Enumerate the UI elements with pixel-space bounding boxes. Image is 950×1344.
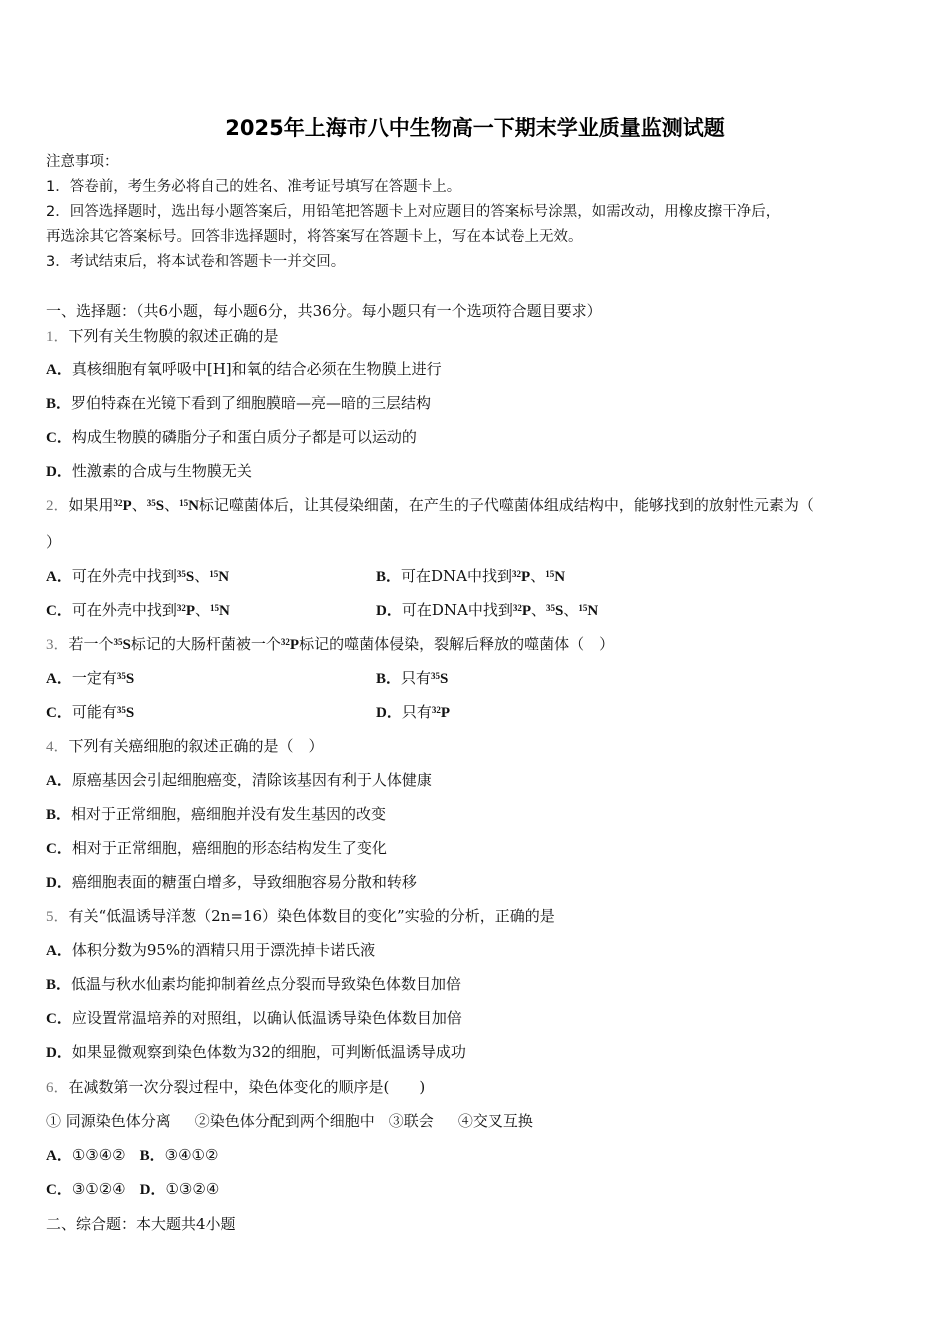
question-number: 5．	[46, 909, 69, 925]
element-symbol: S	[125, 705, 135, 721]
question-text: 下列有关生物膜的叙述正确的是	[68, 327, 279, 345]
option-text: 可在外壳中找到	[71, 567, 177, 585]
option-text: ③④①②	[164, 1146, 219, 1164]
element-symbol: N	[587, 603, 599, 619]
option-text: 可在外壳中找到	[71, 601, 177, 619]
isotope-mass: 35	[116, 705, 126, 715]
option-text: ①③④②	[71, 1146, 126, 1164]
option-b[interactable]	[376, 668, 448, 689]
option-letter: C．	[46, 603, 72, 619]
option-b[interactable]	[376, 566, 565, 587]
option-text: 低温与秋水仙素均能抑制着丝点分裂而导致染色体数目加倍	[71, 975, 462, 993]
separator: 、	[194, 567, 210, 585]
notice-heading: 注意事项：	[46, 154, 119, 170]
option-text: 癌细胞表面的糖蛋白增多，导致细胞容易分散和转移	[71, 873, 417, 891]
option-c[interactable]	[46, 601, 230, 619]
isotope-mass: 32	[280, 637, 290, 647]
statement-item: ① 同源染色体分离	[46, 1112, 171, 1130]
element-symbol: P	[122, 498, 132, 514]
option-letter: B．	[139, 1148, 165, 1164]
element-symbol: N	[554, 569, 566, 585]
question-stem	[46, 736, 324, 757]
isotope-mass: 32	[512, 569, 522, 579]
option-letter: D．	[376, 705, 402, 721]
option-text: 罗伯特森在光镜下看到了细胞膜暗—亮—暗的三层结构	[71, 394, 432, 412]
option-b[interactable]	[46, 804, 386, 825]
option-letter: A．	[46, 362, 72, 378]
option-text: 相对于正常细胞，癌细胞的形态结构发生了变化	[71, 839, 387, 857]
option-d[interactable]	[376, 702, 450, 723]
question-text: 标记噬菌体后，让其侵染细菌，在产生的子代噬菌体组成结构中，能够找到的放射性元素为（	[198, 496, 814, 514]
separator: 、	[530, 567, 546, 585]
isotope-mass: 32	[512, 603, 522, 613]
option-a[interactable]	[46, 770, 432, 791]
option-text: 可能有	[71, 703, 117, 721]
page-title: 2025年上海市八中生物高一下期末学业质量监测试题	[225, 116, 725, 140]
element-symbol: P	[289, 637, 300, 653]
statement-item: ②染色体分配到两个细胞中	[194, 1112, 375, 1130]
option-text: 可在DNA中找到	[401, 601, 513, 619]
option-b[interactable]	[140, 1146, 219, 1164]
element-symbol: N	[188, 498, 199, 514]
option-text: 可在DNA中找到	[401, 567, 513, 585]
isotope-mass: 35	[113, 637, 123, 647]
question-stem	[46, 495, 814, 516]
isotope-mass: 32	[431, 705, 441, 715]
element-symbol: N	[219, 603, 230, 619]
option-row	[46, 600, 896, 621]
option-a[interactable]	[46, 359, 442, 380]
option-letter: D．	[376, 603, 402, 619]
option-letter: C．	[46, 1011, 72, 1027]
isotope-mass: 35	[116, 671, 126, 681]
question-number: 3．	[46, 637, 69, 653]
element-symbol: P	[521, 569, 531, 585]
element-symbol: P	[440, 705, 451, 721]
isotope-mass: 35	[546, 603, 556, 613]
option-letter: C．	[46, 841, 72, 857]
option-text: 原癌基因会引起细胞癌变，清除该基因有利于人体健康	[71, 771, 432, 789]
option-text: 只有	[401, 669, 432, 687]
separator: 、	[131, 496, 147, 514]
option-a[interactable]	[46, 1146, 126, 1164]
element-symbol: S	[125, 671, 135, 687]
option-c[interactable]	[46, 838, 387, 859]
statement-list	[46, 1111, 533, 1131]
option-text: 一定有	[71, 669, 117, 687]
option-letter: B．	[376, 569, 402, 585]
option-letter: C．	[46, 430, 72, 446]
option-b[interactable]	[46, 393, 431, 414]
option-text: 如果显微观察到染色体数为32的细胞，可判断低温诱导成功	[71, 1043, 466, 1061]
option-letter: D．	[46, 464, 72, 480]
question-text: 在减数第一次分裂过程中，染色体变化的顺序是( )	[68, 1078, 426, 1096]
isotope-mass: 32	[113, 498, 123, 508]
separator: 、	[563, 601, 579, 619]
option-c[interactable]	[46, 703, 134, 721]
option-letter: C．	[46, 705, 72, 721]
option-row	[46, 1179, 219, 1200]
isotope-mass: 15	[209, 569, 219, 579]
element-symbol: S	[122, 637, 131, 653]
option-letter: A．	[46, 773, 72, 789]
notice-item: 2．回答选择题时，选出每小题答案后，用铅笔把答题卡上对应题目的答案标号涂黑，如需改动，用橡皮擦干净后，	[46, 204, 781, 220]
option-c[interactable]	[46, 1180, 126, 1198]
question-stem	[46, 1077, 425, 1098]
option-text: 真核细胞有氧呼吸中[H]和氧的结合必须在生物膜上进行	[71, 360, 442, 378]
option-letter: A．	[46, 671, 72, 687]
option-letter: C．	[46, 1182, 72, 1198]
isotope-mass: 15	[210, 603, 220, 613]
question-stem-continuation: ）	[46, 533, 62, 551]
statement-item: ③联会	[388, 1112, 434, 1130]
option-c[interactable]	[46, 1008, 462, 1029]
isotope-mass: 15	[179, 498, 189, 508]
option-text: 应设置常温培养的对照组，以确认低温诱导染色体数目加倍	[71, 1009, 462, 1027]
element-symbol: S	[155, 498, 165, 514]
notice-item: 3．考试结束后，将本试卷和答题卡一并交回。	[46, 254, 346, 270]
section-heading: 一、选择题：（共6小题，每小题6分，共36分。每小题只有一个选项符合题目要求）	[46, 302, 602, 320]
option-a[interactable]	[46, 567, 229, 585]
option-text: ③①②④	[71, 1180, 126, 1198]
option-letter: D．	[46, 875, 72, 891]
isotope-mass: 15	[545, 569, 555, 579]
option-letter: B．	[376, 671, 402, 687]
option-letter: B．	[46, 807, 72, 823]
element-symbol: S	[440, 671, 449, 687]
isotope-mass: 35	[146, 498, 156, 508]
option-text: 构成生物膜的磷脂分子和蛋白质分子都是可以运动的	[71, 428, 417, 446]
element-symbol: P	[521, 603, 532, 619]
option-letter: A．	[46, 1148, 72, 1164]
element-symbol: S	[555, 603, 564, 619]
option-letter: A．	[46, 943, 72, 959]
option-text: 性激素的合成与生物膜无关	[71, 462, 252, 480]
question-text: 标记的噬菌体侵染，裂解后释放的噬菌体（ ）	[299, 635, 615, 653]
separator: 、	[531, 601, 547, 619]
option-row	[46, 1145, 218, 1166]
option-text: 只有	[401, 703, 432, 721]
isotope-mass: 35	[176, 569, 186, 579]
question-text: 下列有关癌细胞的叙述正确的是（ ）	[68, 737, 324, 755]
question-text: 如果用	[68, 496, 114, 514]
question-stem	[46, 634, 614, 655]
notice-item: 再选涂其它答案标号。回答非选择题时，将答案写在答题卡上，写在本试卷上无效。	[46, 229, 583, 245]
question-number: 1．	[46, 329, 69, 345]
isotope-mass: 32	[176, 603, 186, 613]
option-text: ①③②④	[165, 1180, 220, 1198]
section-heading: 二、综合题：本大题共4小题	[46, 1215, 236, 1233]
option-letter: B．	[46, 396, 72, 412]
statement-item: ④交叉互换	[457, 1112, 533, 1130]
option-d[interactable]	[140, 1180, 220, 1198]
element-symbol: S	[185, 569, 195, 585]
option-row	[46, 702, 896, 723]
question-number: 4．	[46, 739, 69, 755]
option-d[interactable]	[46, 461, 252, 482]
question-text: 若一个	[68, 635, 114, 653]
question-text: 标记的大肠杆菌被一个	[130, 635, 281, 653]
option-letter: D．	[139, 1182, 166, 1198]
option-c[interactable]	[46, 427, 417, 448]
option-d[interactable]	[46, 1042, 466, 1063]
question-stem	[46, 326, 279, 347]
question-stem	[46, 906, 555, 927]
question-number: 6．	[46, 1080, 69, 1096]
option-letter: B．	[46, 977, 72, 993]
separator: 、	[164, 496, 180, 514]
element-symbol: P	[185, 603, 196, 619]
option-d[interactable]	[376, 600, 598, 621]
element-symbol: N	[218, 569, 230, 585]
notice-item: 1．答卷前，考生务必将自己的姓名、准考证号填写在答题卡上。	[46, 179, 462, 195]
option-b[interactable]	[46, 974, 461, 995]
option-a[interactable]	[46, 669, 134, 687]
isotope-mass: 15	[578, 603, 588, 613]
option-a[interactable]	[46, 940, 375, 961]
option-text: 相对于正常细胞，癌细胞并没有发生基因的改变	[71, 805, 387, 823]
question-number: 2．	[46, 498, 69, 514]
option-text: 体积分数为95%的酒精只用于漂洗掉卡诺氏液	[71, 941, 376, 959]
isotope-mass: 35	[431, 671, 441, 681]
question-text: 有关“低温诱导洋葱（2n=16）染色体数目的变化”实验的分析，正确的是	[68, 907, 555, 925]
option-letter: D．	[46, 1045, 72, 1061]
option-row	[46, 566, 896, 587]
separator: 、	[195, 601, 211, 619]
option-row	[46, 668, 896, 689]
option-d[interactable]	[46, 872, 417, 893]
option-letter: A．	[46, 569, 72, 585]
